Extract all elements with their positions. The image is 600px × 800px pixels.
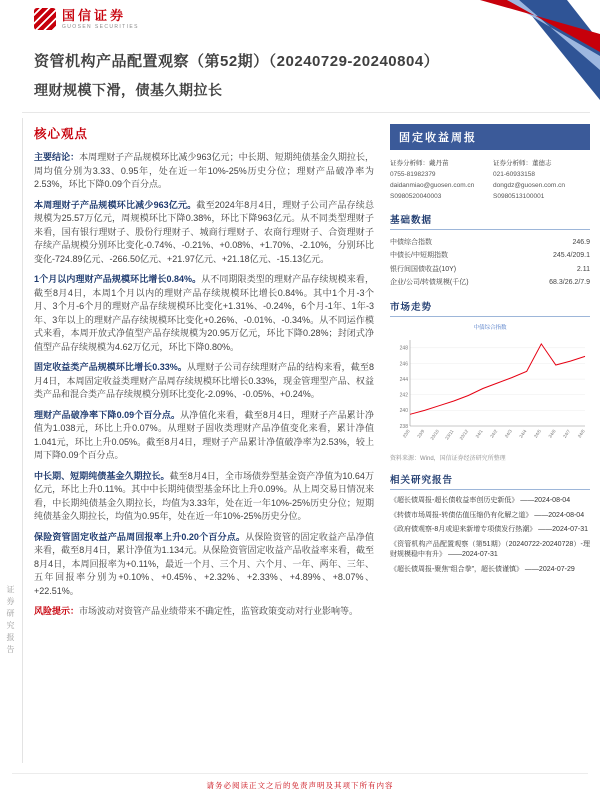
analyst — [493, 158, 590, 202]
chart-xtick-label: 24/3 — [503, 429, 513, 440]
related-report-item: 《超长债周报-聚焦“组合拳”，超长债谨慎》 ——2024-07-29 — [390, 565, 575, 573]
brand-name-cn: 国信证券 — [62, 8, 127, 24]
core-views-paragraphs — [34, 151, 374, 598]
core-paragraph — [34, 470, 374, 524]
related-report-item: 《转债市场周报-转债估值压缩仍有化解之道》 ——2024-08-04 — [390, 511, 585, 519]
chart-xtick-label: 23/12 — [458, 429, 470, 442]
paragraph-text: 截至2024年8月4日，理财子公司产品存续总规模为25.57万亿元，周规模环比下降0.38%，环比下降963亿元。从不同类型理财子来看，国有银行理财子、股份行理财子、城商行理财子、农商行理财子、合资理财子存续产品规模分别环比变化-0.74%、-0.21%、+0.08%、+1.70%、-2.10%，分别环比变化-724.89亿元、-266.50亿元、+21.97亿元、+21.18亿元、-15.13亿元。 — [34, 199, 374, 264]
paragraph-lead: 主要结论： — [34, 152, 80, 162]
paragraph-text: 本周理财子产品规模环比减少963亿元；中长期、短期纯债基金久期拉长，周均值分别为3.33、0.95年，处在近一年10%-25%历史分位；理财产品破净率为2.53%，环比下降0.09个百分点。 — [34, 152, 374, 189]
analyst-email: dongdz@guosen.com.cn — [493, 182, 566, 190]
brand-name-en: GUOSEN SECURITIES — [62, 23, 139, 30]
paragraph-lead: 1个月以内理财产品规模环比增长0.84%。 — [34, 274, 202, 284]
analyst-code: S0980513100001 — [493, 193, 545, 201]
chart-xtick-label: 24/5 — [532, 429, 543, 440]
analyst-email: daidanmiao@guosen.com.cn — [390, 182, 475, 190]
chart-ytick-label: 244 — [399, 377, 408, 384]
base-data-heading: 基础数据 — [390, 212, 590, 230]
core-paragraph — [34, 273, 374, 354]
paragraph-text: 从保险资管的固定收益产品净值来看，截至8月4日，累计净值为1.134元。从保险资管固定收益产品收益率来看，截至8月4日，本周回报率为+0.11%，最近一个月、三个月、六个月、一年、两年、三年、五年回报率分别为+0.10%、+0.45%、+2.32%、+2.33%、+4.89%、+8.07%、+22.51%。 — [34, 531, 374, 596]
report-sidebar — [390, 124, 590, 619]
paragraph-text: 从不同期限类型的理财产品存续规模来看，截至8月4日，本周1个月以内的理财产品存续规模环比增长0.84%。其中1个月-3个月、3个月-6个月的理财产品存续规模环比变化+1.31%、-0.24%，6个月-1年、1年-3年、3年以上的理财产品存续规模环比变化+0.26%、-0.01%、-0.34%。从不同运作模式来看，本周开放式净值型产品存续规模为20.95万亿元，环比下降0.28%；封闭式净值型产品存续规模为4.62万亿元，环比下降0.80%。 — [34, 274, 374, 352]
chart-xtick-label: 23/8 — [401, 429, 411, 440]
related-reports-heading: 相关研究报告 — [390, 472, 590, 490]
base-data-value: 2.11 — [576, 265, 590, 273]
paragraph-text: 截至8月4日，全市场债券型基金资产净值为10.64万亿元，环比上升0.11%。其中中长期纯债型基金环比上升0.09%。从上周交易日情况来看，中长期纯债基金久期拉长，均值为3.33年，处在近一年10%-25%历史分位；短期纯债基金久期拉长，均值为0.95年，处在近一年10%-25%历史分位。 — [34, 470, 374, 521]
chart-ytick-label: 242 — [399, 392, 408, 399]
chart-legend: 中债综合指数 — [473, 325, 507, 332]
base-data-table — [390, 236, 590, 289]
analyst-role-name: 证券分析师：董德志 — [493, 160, 552, 167]
chart-source: 资料来源：Wind，国信证券经济研究所整理 — [390, 456, 506, 463]
core-paragraph — [34, 151, 374, 192]
report-title: 资管机构产品配置观察（第52期）（20240729-20240804） — [34, 53, 440, 70]
chart-ytick-label: 240 — [399, 408, 408, 415]
analyst-code: S0980520040003 — [390, 193, 442, 201]
paragraph-lead: 固定收益类产品规模环比增长0.33%。 — [34, 362, 187, 372]
disclaimer: 请务必阅读正文之后的免责声明及其项下所有内容 — [12, 773, 588, 791]
analyst-role-name: 证券分析师：戴丹苗 — [390, 160, 449, 167]
chart-xtick-label: 24/7 — [562, 429, 572, 440]
core-views-heading: 核心观点 — [34, 127, 89, 141]
analyst-phone: 0755-81982379 — [390, 171, 436, 179]
base-data-row — [390, 249, 590, 262]
chart-canvas — [390, 332, 590, 450]
report-header — [0, 0, 600, 114]
paragraph-lead: 理财产品破净率下降0.09个百分点。 — [34, 409, 181, 420]
base-data-row — [390, 236, 590, 249]
paragraph-lead: 本周理财子产品规模环比减少963亿元。 — [34, 199, 197, 210]
paragraph-lead: 中长期、短期纯债基金久期拉长。 — [34, 470, 170, 481]
paragraph-text: 从理财子公司存续理财产品的结构来看，截至8月4日，本周固定收益类理财产品周存续规模环比增长0.33%，现金管理型产品、权益类产品和混合类产品存续规模分别环比变化-2.09%、-0.05%、+0.24%。 — [34, 362, 374, 399]
brand — [34, 8, 139, 30]
core-paragraph — [34, 531, 374, 599]
related-report-item: 《超长债周报-超长债收益率创历史新低》 ——2024-08-04 — [390, 497, 571, 505]
related-report-item: 《资管机构产品配置观察（第51期）（20240722-20240728）-理财规模稳中有升》 ——2024-07-31 — [390, 540, 590, 559]
core-paragraph — [34, 361, 374, 402]
side-vertical-label: 证券研究报告 — [6, 585, 15, 657]
brand-text — [62, 8, 139, 30]
paragraph-text: 从净值化来看，截至8月4日，理财子产品累计净值为1.038元，环比上升0.07%。从理财子固收类理财产品净值变化来看，累计净值1.041元，环比上升0.05%。截至8月4日，理财子产品累计净值破净率为2.53%，较上周下降0.09个百分点。 — [34, 409, 374, 460]
chart-ytick-label: 246 — [399, 361, 408, 368]
base-data-label: 中债长/中短期指数 — [390, 252, 448, 260]
risk-note-text: 市场波动对资管产品业绩带来不确定性，监管政策变动对行业影响等。 — [79, 606, 359, 616]
base-data-row — [390, 276, 590, 289]
report-subtitle: 理财规模下滑，债基久期拉长 — [34, 82, 223, 98]
chart-xtick-label: 23/11 — [444, 429, 455, 441]
chart-xtick-label: 23/10 — [429, 429, 440, 442]
market-trend-heading: 市场走势 — [390, 299, 590, 317]
core-views-section — [34, 124, 374, 619]
brand-logo-icon — [34, 8, 56, 30]
base-data-label: 企业/公司/转债规模(千亿) — [390, 279, 469, 287]
chart-xtick-label: 23/9 — [416, 429, 426, 440]
analyst-phone: 021-60933158 — [493, 171, 535, 179]
chart-xtick-label: 24/4 — [518, 429, 528, 440]
base-data-value: 245.4/209.1 — [553, 252, 590, 260]
left-margin-rule — [22, 118, 23, 763]
risk-note-lead: 风险提示： — [34, 606, 80, 616]
core-paragraph — [34, 409, 374, 463]
report-type-badge: 固定收益周报 — [390, 124, 590, 150]
chart-ytick-label: 238 — [399, 424, 408, 431]
base-data-value: 68.3/26.2/7.9 — [549, 279, 590, 287]
paragraph-lead: 保险资管固定收益产品周回报率上升0.20个百分点。 — [34, 531, 246, 542]
base-data-label: 银行间国债收益(10Y) — [390, 265, 457, 273]
base-data-value: 246.9 — [572, 239, 590, 247]
base-data-row — [390, 263, 590, 276]
chart-xtick-label: 24/8 — [576, 429, 586, 440]
chart-xtick-label: 24/1 — [474, 429, 484, 440]
related-reports-list — [390, 496, 590, 575]
report-body — [34, 124, 590, 619]
chart-ytick-label: 248 — [399, 345, 408, 352]
analyst — [390, 158, 487, 202]
analyst-info — [390, 158, 590, 202]
risk-note — [34, 605, 374, 619]
chart-xtick-label: 24/6 — [547, 429, 557, 440]
related-report-item: 《政府债观察-8月或迎来新增专项债发行热潮》 ——2024-07-31 — [390, 526, 588, 534]
header-divider — [22, 112, 590, 113]
core-paragraph — [34, 199, 374, 267]
market-trend-chart — [390, 323, 590, 450]
base-data-label: 中债综合指数 — [390, 239, 432, 247]
chart-xtick-label: 24/2 — [489, 429, 499, 440]
